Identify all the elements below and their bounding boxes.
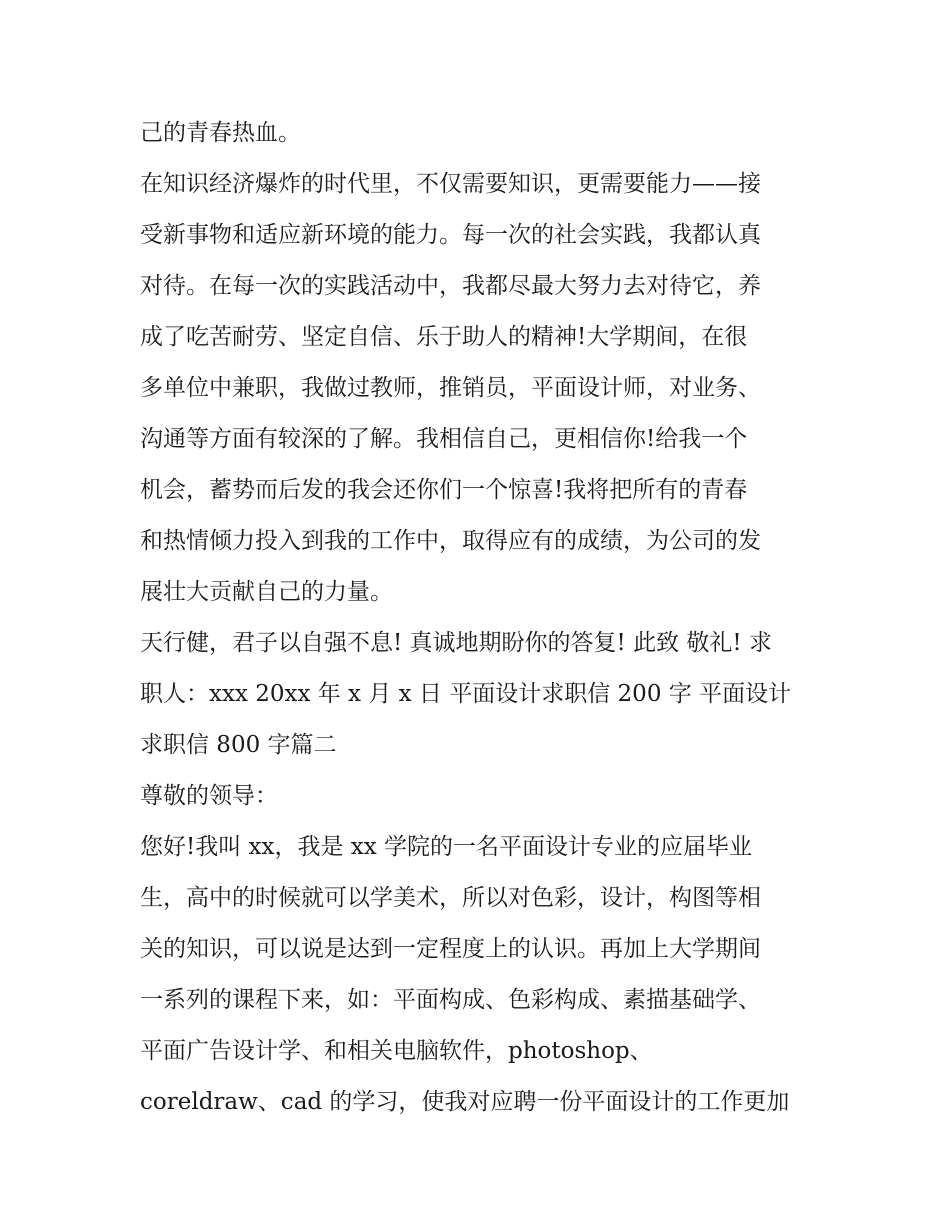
document-body (140, 108, 820, 1128)
text-line: 成了吃苦耐劳、坚定自信、乐于助人的精神!大学期间，在很 (140, 324, 748, 350)
text-line: 展壮大贡献自己的力量。 (140, 579, 393, 605)
text-line: 关的知识，可以说是达到一定程度上的认识。再加上大学期间 (140, 936, 761, 962)
text-line: 生，高中的时候就可以学美术，所以对色彩，设计，构图等相 (140, 885, 761, 911)
text-line: 对待。在每一次的实践活动中，我都尽最大努力去对待它，养 (140, 273, 761, 299)
text-line: 多单位中兼职，我做过教师，推销员，平面设计师，对业务、 (140, 375, 761, 401)
text-line: 一系列的课程下来，如：平面构成、色彩构成、素描基础学、 (140, 987, 761, 1013)
text-line: 尊敬的领导： (140, 783, 278, 809)
text-line: 受新事物和适应新环境的能力。每一次的社会实践，我都认真 (140, 222, 761, 248)
text-line: 平面广告设计学、和相关电脑软件，photoshop、 (140, 1038, 653, 1064)
text-line: 沟通等方面有较深的了解。我相信自己，更相信你!给我一个 (140, 426, 748, 452)
text-line: 和热情倾力投入到我的工作中，取得应有的成绩，为公司的发 (140, 528, 761, 554)
text-line: coreldraw、cad 的学习，使我对应聘一份平面设计的工作更加 (140, 1089, 790, 1115)
text-line: 职人：xxx 20xx 年 x 月 x 日 平面设计求职信 200 字 平面设计 (140, 681, 792, 707)
text-line: 在知识经济爆炸的时代里，不仅需要知识，更需要能力——接 (140, 171, 761, 197)
text-line: 己的青春热血。 (140, 120, 301, 146)
text-line: 您好!我叫 xx，我是 xx 学院的一名平面设计专业的应届毕业 (140, 834, 753, 860)
text-line: 求职信 800 字篇二 (140, 732, 337, 758)
text-line: 天行健，君子以自强不息! 真诚地期盼你的答复! 此致 敬礼! 求 (140, 630, 772, 656)
text-line: 机会，蓄势而后发的我会还你们一个惊喜!我将把所有的青春 (140, 477, 748, 503)
